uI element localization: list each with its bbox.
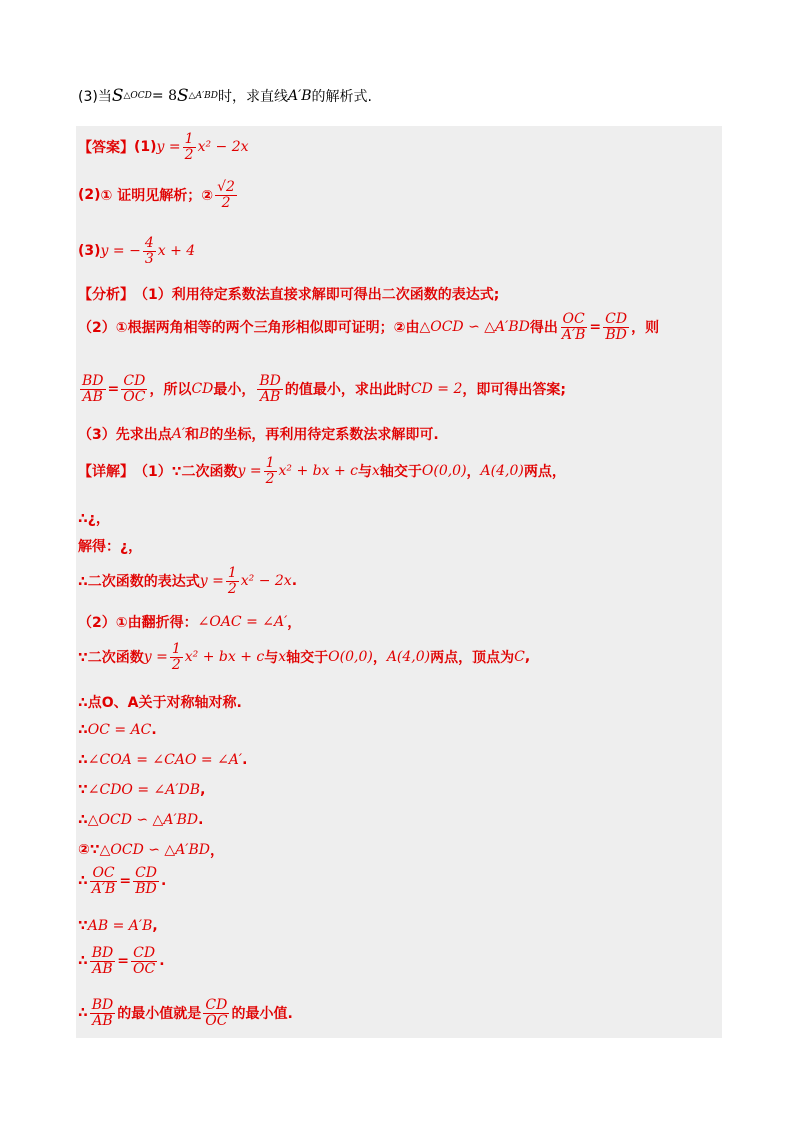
math-text: △OCD ∽ △A′BD [87, 812, 199, 828]
math-text: x [278, 649, 287, 666]
area-symbol: S [177, 86, 189, 106]
fraction: $\frac{CD}{BD}$ [605, 311, 628, 343]
math-text: B [199, 426, 210, 442]
detail-text: 与 [264, 650, 279, 667]
detail-line-1 [78, 456, 566, 486]
detail-text: . [161, 873, 167, 890]
fraction: $\frac{BD}{AB}$ [91, 945, 114, 977]
analysis-text: 和 [185, 427, 200, 443]
detail-text: , [524, 649, 531, 666]
fraction: $\frac{1}{2}$ [265, 455, 275, 487]
analysis-text: 的值最小，求出此时 [284, 382, 411, 399]
math-text: y = [199, 573, 224, 590]
fraction: $\frac{BD}{AB}$ [91, 997, 114, 1029]
detail-text: , [152, 918, 158, 934]
question-3 [78, 86, 372, 106]
detail-text: ， [466, 464, 481, 481]
detail-text: 与 [357, 464, 372, 481]
detail-text: ∵二次函数 [78, 650, 144, 667]
fraction: $\frac{4}{3}$ [144, 235, 154, 267]
detail-text: ， [372, 650, 387, 667]
part-label: (3) [78, 243, 101, 260]
fraction: $\frac{1}{2}$ [227, 565, 237, 597]
detail-text: 两点， [523, 464, 566, 481]
detail-text: ∴ [78, 752, 88, 768]
math-text: y = − [100, 243, 141, 260]
analysis-line-4 [78, 424, 439, 444]
analysis-text: （3）先求出点 [78, 427, 172, 443]
detail-text: ∴¿， [78, 511, 110, 527]
question-text: 的解析式. [311, 89, 372, 105]
area-subscript: △A′BD [188, 91, 218, 101]
math-text: O(0,0) [421, 463, 467, 480]
math-text: △OCD ∽ △A′BD [419, 319, 530, 336]
answer-part-2 [78, 180, 239, 210]
detail-line-9 [78, 752, 247, 768]
detail-line-15 [78, 946, 165, 976]
math-text: CD = 2 [410, 381, 463, 398]
answer-part-1 [78, 132, 249, 162]
detail-text: ∴点O、A关于对称轴对称. [78, 695, 242, 711]
fraction: $\frac{OC}{A'B}$ [561, 311, 586, 343]
detail-line-14 [78, 918, 158, 934]
detail-text: ∵ [78, 918, 88, 934]
detail-text: . [198, 812, 204, 828]
analysis-line-1 [78, 284, 499, 304]
detail-text: ， [287, 615, 302, 631]
equals-text: = 8 [151, 88, 177, 104]
answer-tag: 【答案】 [78, 140, 134, 157]
detail-text: 解得：¿， [78, 539, 143, 555]
fraction: $\frac{CD}{OC}$ [123, 373, 146, 405]
analysis-text: 得出 [529, 320, 558, 337]
math-text: AB = A′B [87, 918, 153, 934]
detail-line-3 [78, 536, 142, 556]
detail-line-10 [78, 782, 205, 798]
line-name: A′B [287, 88, 312, 104]
part-label: (2) [78, 187, 101, 204]
detail-text: . [242, 752, 248, 768]
math-text: CD [191, 381, 214, 398]
detail-text: ∴ [78, 812, 88, 828]
math-text: ∠OAC = ∠A′ [197, 614, 288, 630]
fraction: $\frac{BD}{AB}$ [82, 373, 104, 405]
math-text: A(4,0) [480, 463, 524, 480]
detail-tag: 【详解】 [78, 464, 134, 481]
fraction: $\frac{√2}{2}$ [217, 179, 235, 211]
detail-line-12 [78, 840, 224, 860]
detail-line-13 [78, 866, 166, 896]
math-text: x² + bx + c [184, 649, 265, 666]
analysis-text: ，所以 [149, 382, 192, 399]
math-text: x [371, 463, 380, 480]
analysis-line-3: $\frac{BD}{AB}$ = $\frac{CD}{OC}$ ，所以 CD 最小， $\frac{BD}{AB}$ 的值最小，求出此时 CD = 2 ，即可得出答案; [82, 373, 566, 405]
detail-text: . [159, 953, 165, 970]
detail-line-5 [78, 612, 301, 632]
detail-text: （1）∵二次函数 [134, 464, 238, 481]
detail-text: , [200, 782, 206, 798]
fraction: $\frac{CD}{OC}$ [133, 945, 156, 977]
math-text: x + 4 [157, 243, 196, 260]
math-text: x² − 2x [197, 139, 249, 156]
fraction: $\frac{1}{2}$ [171, 641, 181, 673]
fraction: $\frac{BD}{AB}$ [259, 373, 281, 405]
math-text: y = [237, 463, 262, 480]
detail-line-7 [78, 692, 242, 712]
area-subscript: △OCD [123, 91, 152, 101]
fraction: $\frac{1}{2}$ [184, 131, 194, 163]
question-text: 时，求直线 [217, 89, 288, 105]
detail-text: ∵ [78, 782, 88, 798]
detail-line-8 [78, 722, 157, 738]
answer-part-3 [78, 236, 195, 266]
analysis-text: ，即可得出答案; [462, 382, 566, 399]
detail-text: 两点，顶点为 [430, 650, 515, 667]
analysis-line-2 [78, 312, 659, 342]
math-text: ∠COA = ∠CAO = ∠A′ [87, 752, 243, 768]
detail-text: 轴交于 [379, 464, 422, 481]
detail-text: 的最小值就是 [117, 1006, 202, 1023]
detail-line-11 [78, 812, 203, 828]
detail-text: 的最小值. [231, 1006, 293, 1023]
analysis-tag: 【分析】 [78, 287, 134, 303]
analysis-text: （1）利用待定系数法直接求解即可得出二次函数的表达式; [134, 287, 500, 303]
analysis-text: 的坐标，再利用待定系数法求解即可. [209, 427, 439, 443]
math-text: A(4,0) [386, 649, 431, 666]
equals-text: = [119, 873, 132, 890]
area-symbol: S [111, 86, 124, 106]
detail-line-16 [78, 998, 293, 1028]
detail-text: . [151, 722, 157, 738]
detail-text: ②∵ [78, 842, 100, 858]
math-text: OC = AC [87, 722, 152, 738]
analysis-text: （2）①根据两角相等的两个三角形相似即可证明；②由 [78, 320, 420, 337]
math-text: △OCD ∽ △A′BD [99, 842, 210, 858]
math-text: O(0,0) [328, 649, 373, 666]
detail-text: （2）①由翻折得： [78, 615, 198, 631]
detail-text: ∴ [78, 873, 88, 890]
fraction: $\frac{OC}{A'B}$ [91, 865, 116, 897]
detail-line-6 [78, 642, 530, 672]
math-text: ∠CDO = ∠A′DB [87, 782, 201, 798]
detail-line-2 [78, 508, 110, 528]
detail-text: 轴交于 [286, 650, 329, 667]
detail-text: ∴ [78, 1005, 88, 1022]
equals-text: = [589, 319, 602, 336]
fraction: $\frac{CD}{OC}$ [205, 997, 228, 1029]
detail-text: ∴ [78, 722, 88, 738]
part-label: (1) [134, 139, 157, 156]
math-text: y = [143, 649, 168, 666]
question-label: (3)当 [78, 89, 112, 105]
analysis-text: 最小， [213, 382, 256, 399]
detail-text: ∴ [78, 953, 88, 970]
detail-text: ∴二次函数的表达式 [78, 574, 200, 591]
math-text: A′ [171, 426, 186, 442]
detail-text: ， [210, 843, 224, 859]
answer-text: ① 证明见解析；② [100, 188, 214, 205]
fraction: $\frac{CD}{BD}$ [135, 865, 157, 897]
detail-text: . [291, 573, 298, 590]
analysis-text: ，则 [631, 320, 660, 337]
math-text: y = [156, 139, 181, 156]
math-text: x² + bx + c [278, 463, 358, 480]
math-text: C [514, 649, 525, 666]
math-text: x² − 2x [240, 573, 292, 590]
detail-line-4 [78, 566, 297, 596]
equals-text: = [117, 953, 129, 970]
